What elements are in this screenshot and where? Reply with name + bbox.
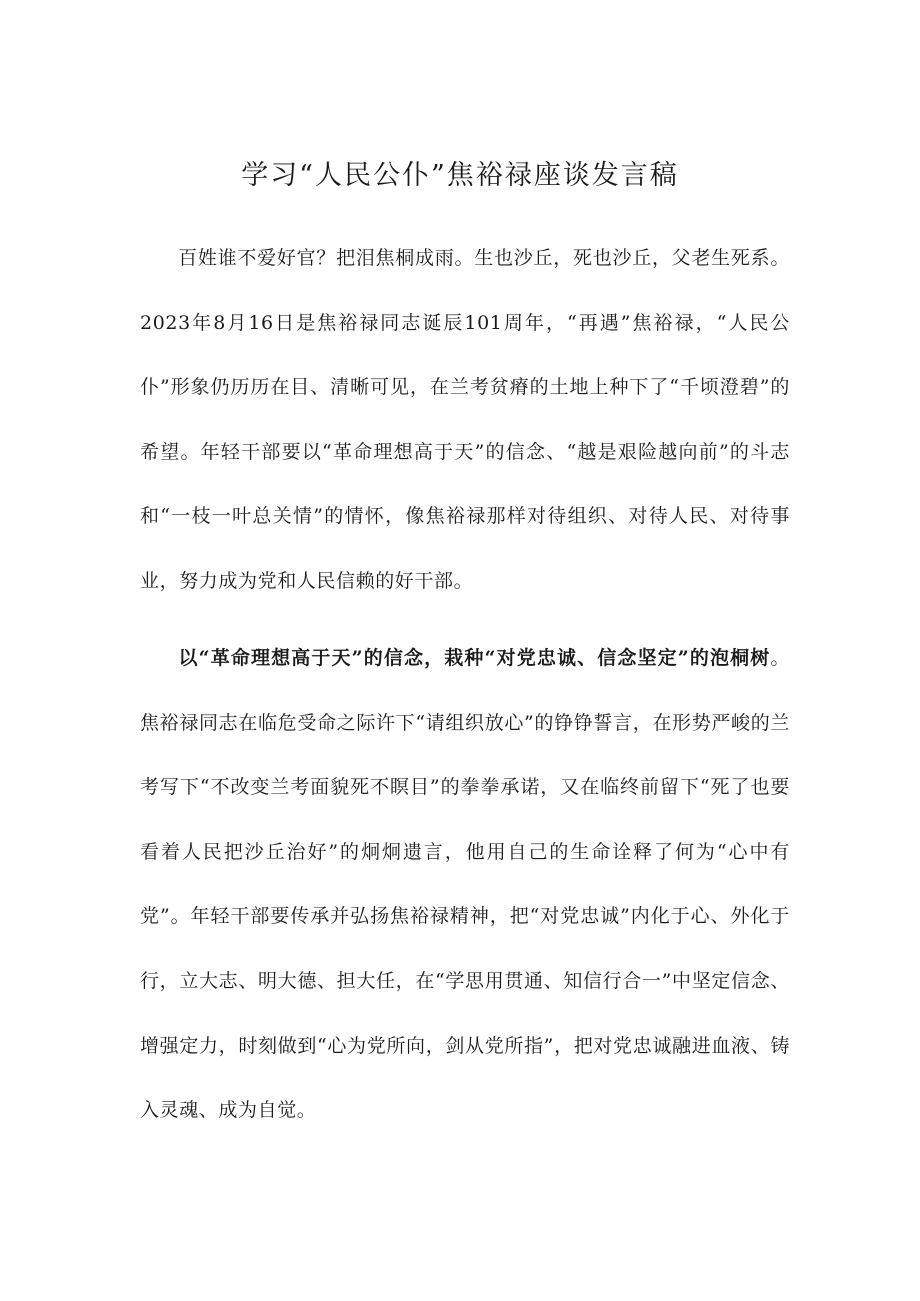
document-title: 学习“人民公仆”焦裕禄座谈发言稿 [241, 160, 679, 191]
paragraph-loyalty-text: 。焦裕禄同志在临危受命之际许下“请组织放心”的铮铮誓言，在形势严峻的兰考写下“不改变兰考面貌死不瞑目”的拳拳承诺，又在临终前留下“死了也要看着人民把沙丘治好”的炯炯遗言，他用自己的生命诠释了何为“心中有党”。年轻干部要传承并弘扬焦裕禄精神，把“对党忠诚”内化于心、外化于行，立大志、明大德、担大任，在“学思用贯通、知信行合一”中坚定信念、增强定力，时刻做到“心为党所向，剑从党所指”，把对党忠诚融进血液、铸入灵魂、成为自觉。 [140, 647, 790, 1122]
paragraph-intro [140, 226, 790, 614]
paragraph-loyalty [140, 626, 790, 1143]
paragraph-intro-text: 百姓谁不爱好官？把泪焦桐成雨。生也沙丘，死也沙丘，父老生死系。2023年8月16日是焦裕禄同志诞辰101周年，“再遇”焦裕禄，“人民公仆”形象仍历历在目、清晰可见，在兰考贫瘠的土地上种下了“千顷澄碧”的希望。年轻干部要以“革命理想高于天”的信念、“越是艰险越向前”的斗志和“一枝一叶总关情”的情怀，像焦裕禄那样对待组织、对待人民、对待事业，努力成为党和人民信赖的好干部。 [140, 247, 790, 592]
paragraph-loyalty-heading: 以“革命理想高于天”的信念，栽种“对党忠诚、信念坚定”的泡桐树 [178, 647, 771, 669]
